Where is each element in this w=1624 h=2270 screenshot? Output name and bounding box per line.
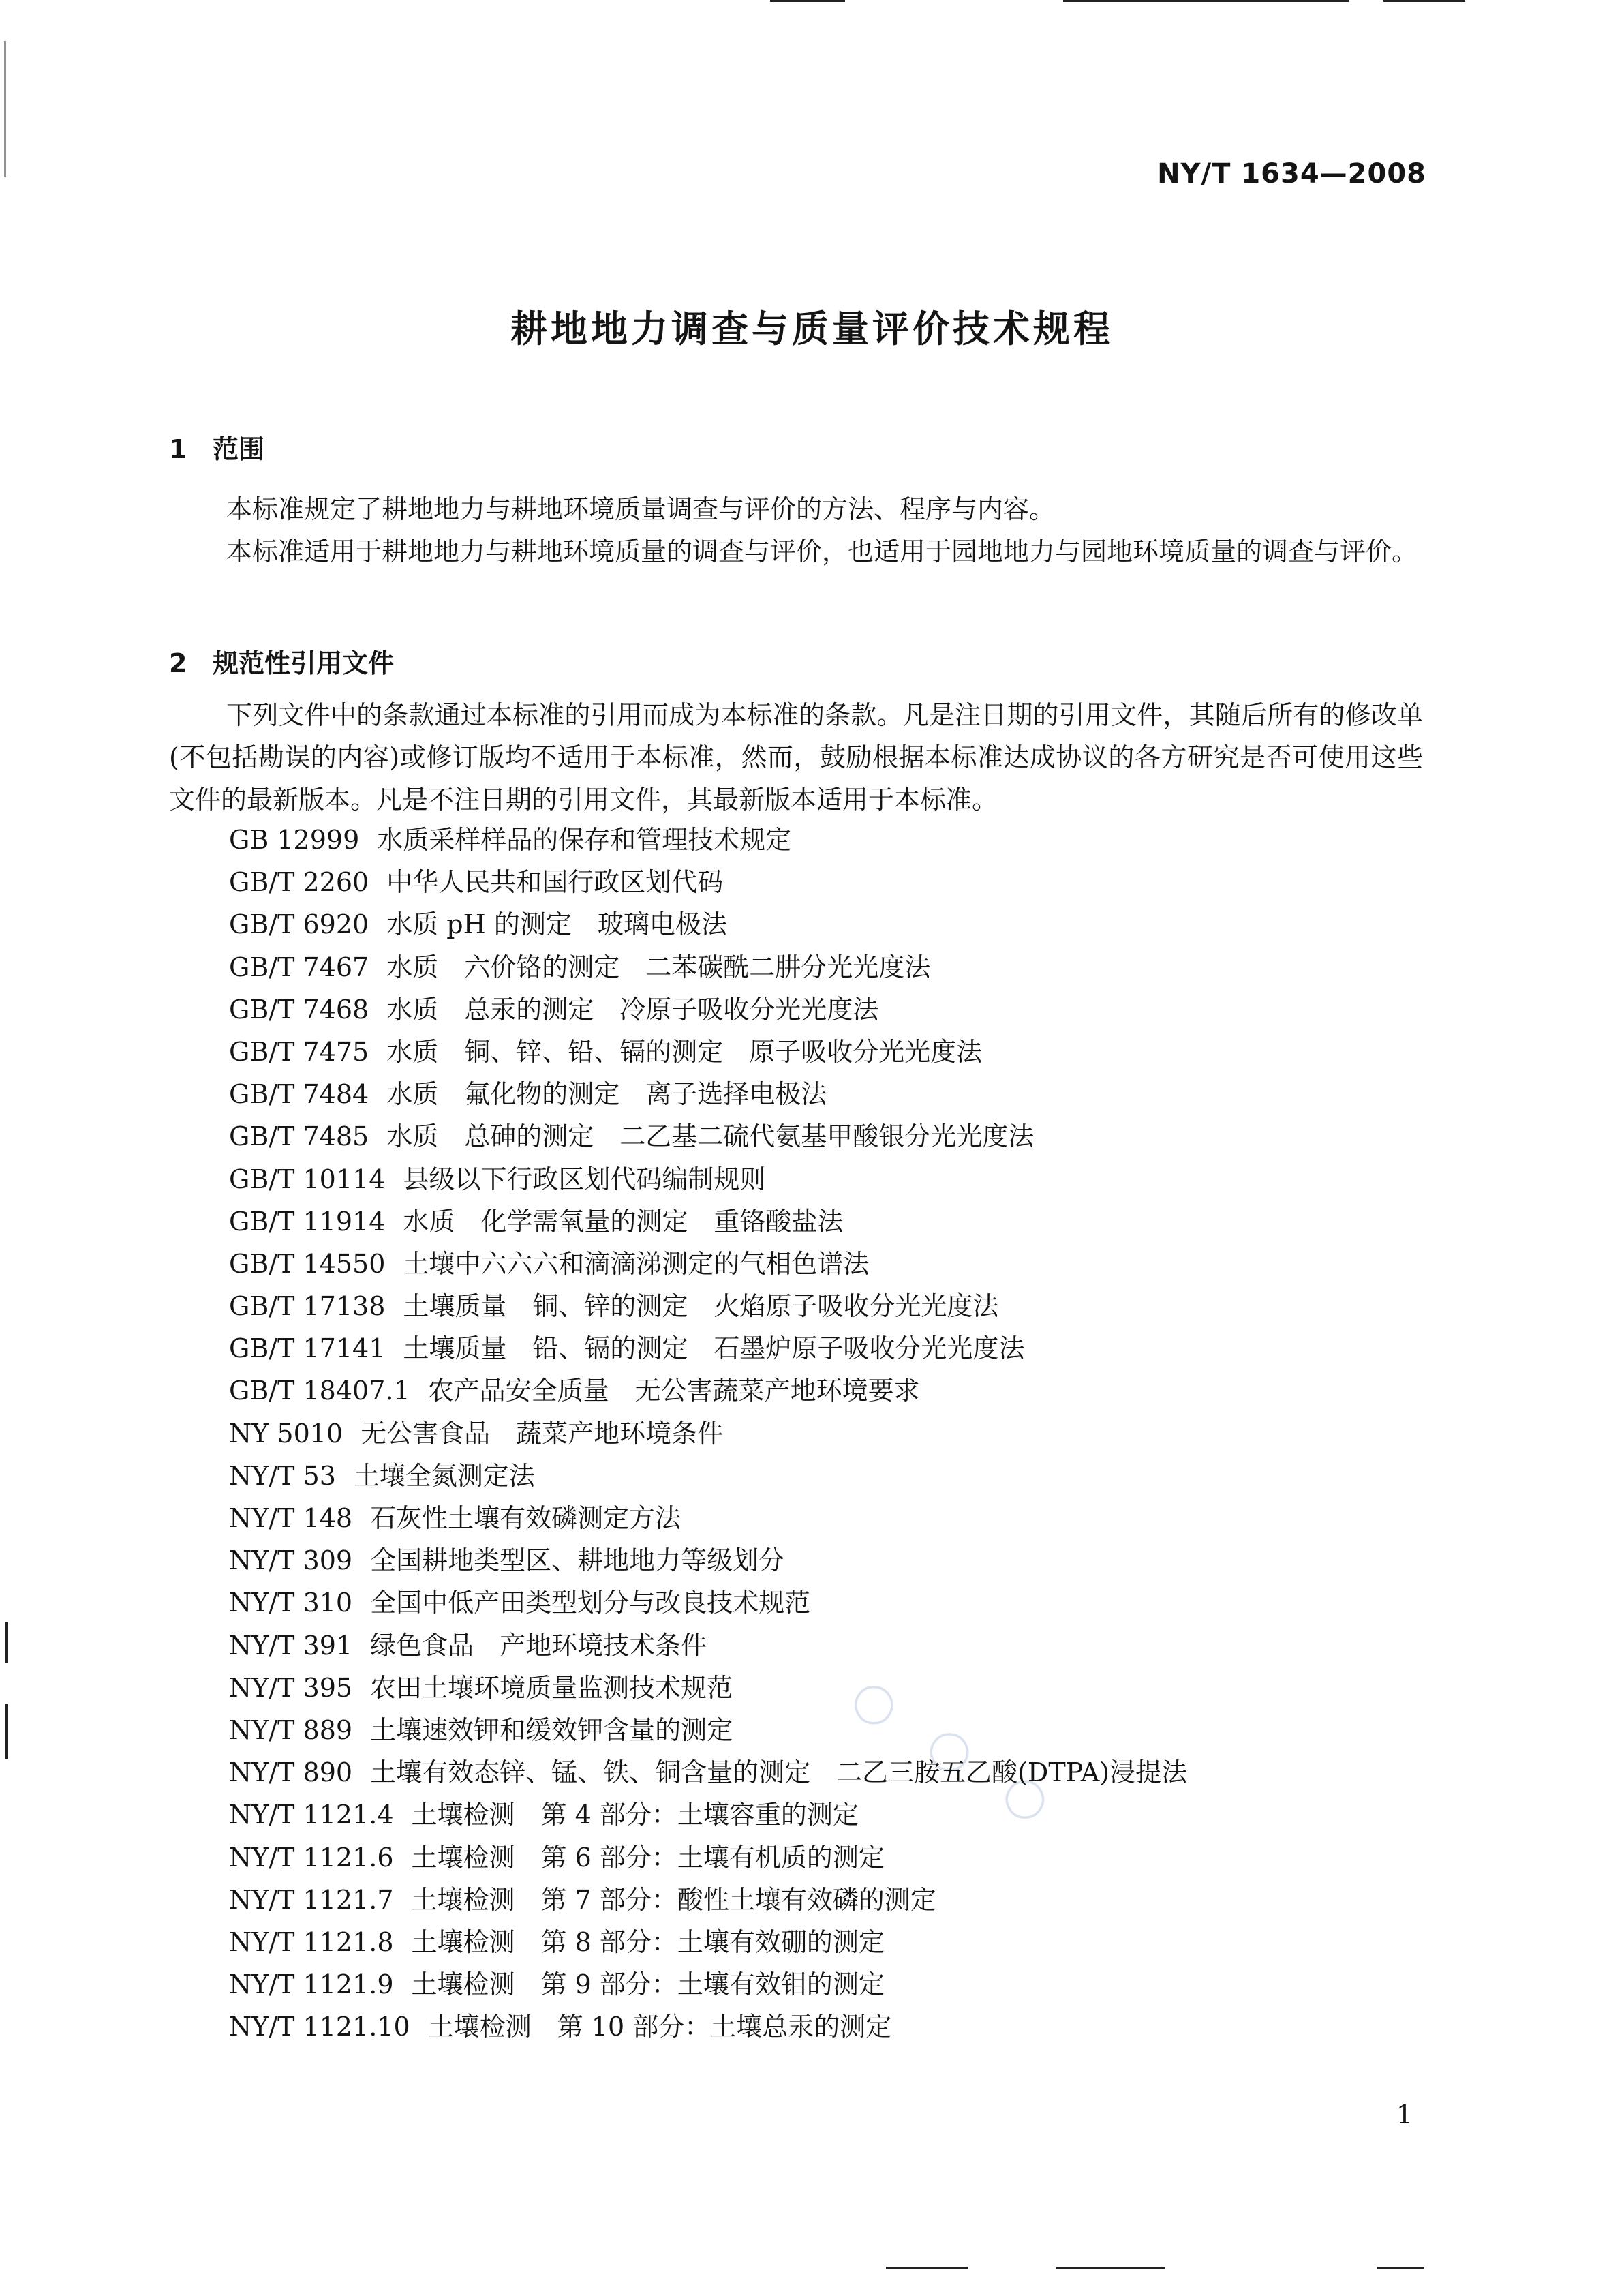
reference-code: NY/T 309	[229, 1545, 353, 1576]
watermark-stamp: ◯ ◯ ◯	[845, 1672, 1060, 1830]
reference-item	[229, 988, 1456, 1031]
reference-code: NY/T 890	[229, 1757, 353, 1788]
reference-title: 县级以下行政区划代码编制规则	[403, 1164, 766, 1194]
reference-title: 土壤检测 第 6 部分：土壤有机质的测定	[411, 1842, 885, 1873]
reference-title: 水质 总砷的测定 二乙基二硫代氨基甲酸银分光光度法	[386, 1121, 1035, 1152]
reference-code: GB/T 7485	[229, 1121, 369, 1152]
section-number: 2	[169, 648, 187, 678]
reference-code: GB/T 10114	[229, 1164, 386, 1194]
reference-title: 水质采样样品的保存和管理技术规定	[377, 825, 792, 855]
reference-code: GB/T 17138	[229, 1291, 386, 1322]
reference-title: 土壤全氮测定法	[353, 1460, 535, 1491]
reference-code: NY/T 889	[229, 1714, 353, 1745]
reference-item	[229, 1667, 1456, 1709]
reference-title: 土壤中六六六和滴滴涕测定的气相色谱法	[403, 1248, 870, 1279]
reference-code: NY/T 310	[229, 1588, 353, 1618]
reference-title: 土壤有效态锌、锰、铁、铜含量的测定 二乙三胺五乙酸(DTPA)浸提法	[370, 1757, 1188, 1788]
reference-title: 土壤质量 铅、镉的测定 石墨炉原子吸收分光光度法	[403, 1333, 1025, 1364]
reference-code: GB/T 18407.1	[229, 1376, 410, 1406]
reference-title: 水质 六价铬的测定 二苯碳酰二肼分光光度法	[386, 952, 931, 982]
scan-line	[5, 1622, 8, 1663]
reference-item	[229, 1243, 1456, 1285]
reference-code: NY/T 1121.10	[229, 2012, 410, 2042]
reference-title: 土壤检测 第 9 部分：土壤有效钼的测定	[411, 1969, 885, 2000]
reference-code: NY/T 53	[229, 1460, 336, 1491]
reference-code: NY/T 148	[229, 1503, 353, 1533]
reference-title: 无公害食品 蔬菜产地环境条件	[361, 1418, 724, 1449]
reference-title: 绿色食品 产地环境技术条件	[370, 1630, 707, 1661]
reference-title: 水质 化学需氧量的测定 重铬酸盐法	[403, 1206, 844, 1237]
reference-title: 水质 总汞的测定 冷原子吸收分光光度法	[386, 994, 879, 1025]
reference-item	[229, 1412, 1456, 1455]
reference-title: 土壤速效钾和缓效钾含量的测定	[370, 1714, 733, 1745]
reference-item	[229, 1624, 1456, 1667]
reference-code: NY 5010	[229, 1418, 343, 1449]
section-2-paragraph: 下列文件中的条款通过本标准的引用而成为本标准的条款。凡是注日期的引用文件，其随后所有的修改单(不包括勘误的内容)或修订版均不适用于本标准，然而，鼓励根据本标准达成协议的各方研究是否可使用这些文件的最新版本。凡是不注日期的引用文件，其最新版本适用于本标准。	[169, 700, 1423, 815]
reference-item	[229, 1369, 1456, 1412]
reference-code: NY/T 1121.4	[229, 1800, 394, 1830]
reference-item	[229, 1751, 1456, 1794]
reference-item	[229, 1921, 1456, 1963]
section-number: 1	[169, 434, 187, 464]
reference-title: 土壤检测 第 4 部分：土壤容重的测定	[411, 1800, 859, 1830]
reference-item	[229, 1709, 1456, 1751]
reference-title: 中华人民共和国行政区划代码	[386, 867, 724, 898]
normative-references-list	[229, 819, 1456, 2048]
reference-title: 全国耕地类型区、耕地地力等级划分	[370, 1545, 785, 1576]
reference-title: 土壤质量 铜、锌的测定 火焰原子吸收分光光度法	[403, 1291, 999, 1322]
reference-code: GB/T 14550	[229, 1248, 386, 1279]
reference-code: NY/T 395	[229, 1672, 353, 1703]
reference-item	[229, 861, 1456, 903]
reference-title: 农田土壤环境质量监测技术规范	[370, 1672, 733, 1703]
scan-line	[1063, 0, 1349, 2]
standard-number: NY/T 1634—2008	[1157, 158, 1426, 190]
reference-code: GB/T 7468	[229, 994, 369, 1025]
reference-code: GB/T 7467	[229, 952, 369, 982]
reference-code: NY/T 391	[229, 1630, 353, 1661]
reference-item	[229, 1539, 1456, 1582]
reference-title: 土壤检测 第 10 部分：土壤总汞的测定	[427, 2012, 892, 2042]
section-title: 规范性引用文件	[213, 648, 395, 678]
reference-title: 石灰性土壤有效磷测定方法	[370, 1503, 681, 1533]
reference-code: NY/T 1121.7	[229, 1884, 394, 1915]
reference-item	[229, 1115, 1456, 1157]
reference-title: 农产品安全质量 无公害蔬菜产地环境要求	[427, 1376, 920, 1406]
reference-item	[229, 2006, 1456, 2048]
reference-code: GB/T 11914	[229, 1206, 386, 1237]
reference-item	[229, 1794, 1456, 1836]
scan-line	[1056, 2267, 1165, 2269]
section-1-heading	[169, 428, 264, 466]
reference-item	[229, 1497, 1456, 1539]
scan-line	[886, 2267, 968, 2269]
reference-item	[229, 1963, 1456, 2006]
page-number: 1	[1396, 2100, 1413, 2130]
document-title: 耕地地力调查与质量评价技术规程	[510, 307, 1114, 350]
section-1-paragraph: 本标准规定了耕地地力与耕地环境质量调查与评价的方法、程序与内容。	[226, 494, 1056, 524]
reference-title: 土壤检测 第 7 部分：酸性土壤有效磷的测定	[411, 1884, 936, 1915]
reference-item	[229, 1836, 1456, 1879]
reference-item	[229, 903, 1456, 945]
scan-line	[4, 41, 6, 177]
section-2-heading	[169, 642, 394, 680]
reference-item	[229, 1285, 1456, 1327]
reference-title: 水质 氟化物的测定 离子选择电极法	[386, 1079, 827, 1110]
scan-line	[1377, 2267, 1424, 2269]
scan-line	[770, 0, 845, 2]
reference-item	[229, 1582, 1456, 1624]
reference-title: 水质 铜、锌、铅、镉的测定 原子吸收分光光度法	[386, 1036, 983, 1067]
reference-item	[229, 946, 1456, 988]
reference-code: GB/T 7475	[229, 1036, 369, 1067]
reference-item	[229, 1031, 1456, 1073]
reference-title: 土壤检测 第 8 部分：土壤有效硼的测定	[411, 1926, 885, 1957]
section-1-paragraph: 本标准适用于耕地地力与耕地环境质量的调查与评价，也适用于园地地力与园地环境质量的调查与评价。	[226, 536, 1418, 566]
section-title: 范围	[213, 434, 265, 464]
scan-line	[1383, 0, 1465, 2]
reference-code: NY/T 1121.6	[229, 1842, 394, 1873]
scan-line	[5, 1704, 8, 1759]
reference-item	[229, 1073, 1456, 1115]
reference-title: 水质 pH 的测定 玻璃电极法	[386, 909, 727, 940]
reference-code: GB/T 17141	[229, 1333, 386, 1364]
reference-item	[229, 1879, 1456, 1921]
reference-item	[229, 1455, 1456, 1497]
reference-code: GB/T 2260	[229, 867, 369, 898]
reference-code: GB/T 7484	[229, 1079, 369, 1110]
reference-item	[229, 819, 1456, 861]
reference-item	[229, 1327, 1456, 1369]
reference-item	[229, 1200, 1456, 1243]
reference-title: 全国中低产田类型划分与改良技术规范	[370, 1588, 811, 1618]
reference-code: GB 12999	[229, 825, 360, 855]
reference-item	[229, 1158, 1456, 1200]
reference-code: NY/T 1121.8	[229, 1926, 394, 1957]
reference-code: NY/T 1121.9	[229, 1969, 394, 2000]
reference-code: GB/T 6920	[229, 909, 369, 940]
